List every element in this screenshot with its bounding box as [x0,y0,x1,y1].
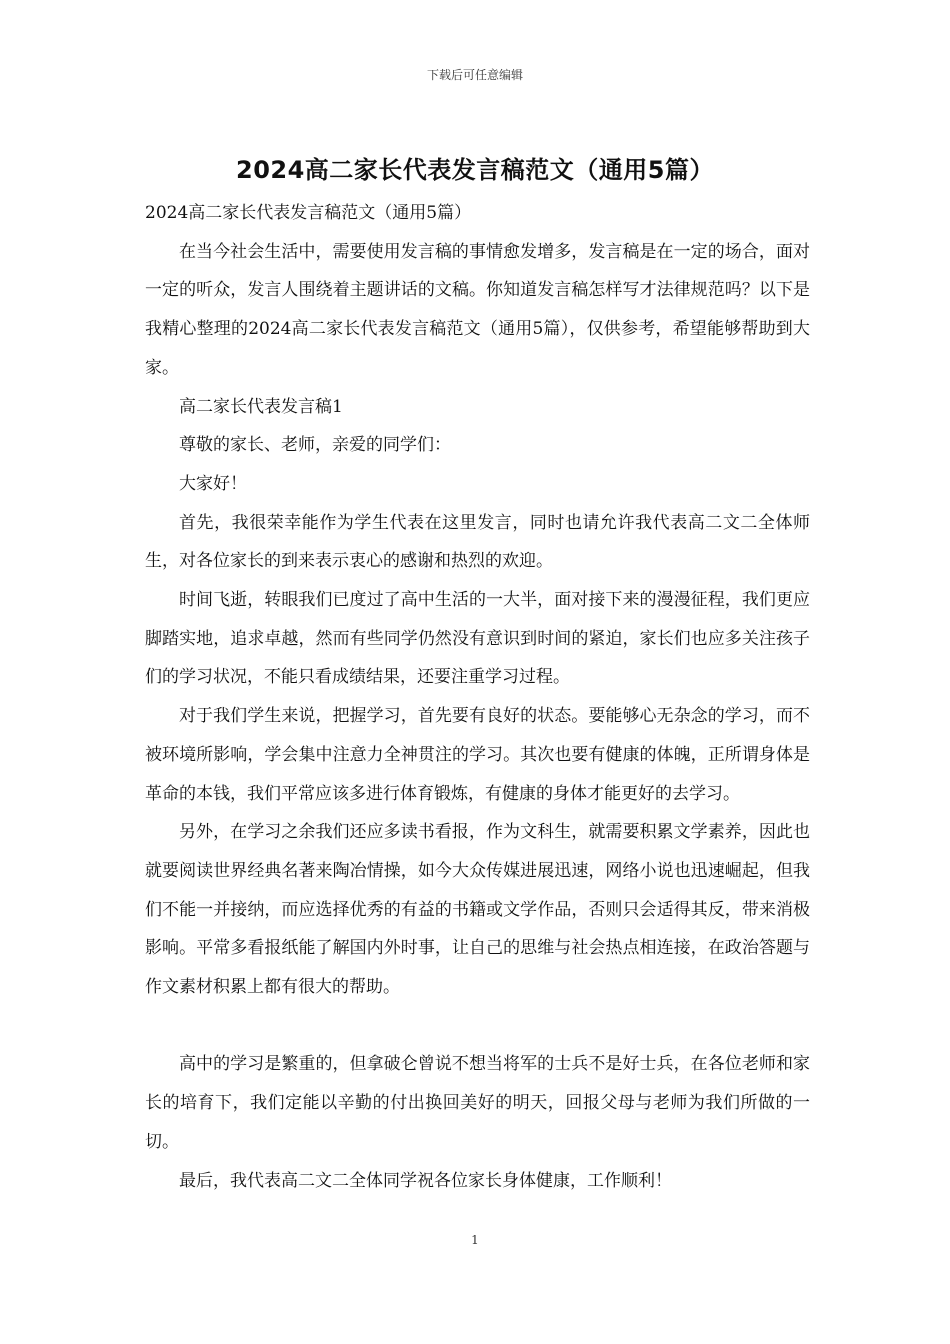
intro-paragraph: 在当今社会生活中，需要使用发言稿的事情愈发增多，发言稿是在一定的场合，面对一定的听众，发言人围绕着主题讲话的文稿。你知道发言稿怎样写才法律规范吗？以下是我精心整理的2024高二家长代表发言稿范文（通用5篇），仅供参考，希望能够帮助到大家。 [145,241,810,378]
body-paragraph: 对于我们学生来说，把握学习，首先要有良好的状态。要能够心无杂念的学习，而不被环境所影响，学会集中注意力全神贯注的学习。其次也要有健康的体魄，正所谓身体是革命的本钱，我们平常应该多进行体育锻炼，有健康的身体才能更好的去学习。 [145,706,810,804]
body-paragraph: 另外，在学习之余我们还应多读书看报，作为文科生，就需要积累文学素养，因此也就要阅读世界经典名著来陶冶情操，如今大众传媒进展迅速，网络小说也迅速崛起，但我们不能一并接纳，而应选择优秀的有益的书籍或文学作品，否则只会适得其反，带来消极影响。平常多看报纸能了解国内外时事，让自己的思维与社会热点相连接，在政治答题与作文素材积累上都有很大的帮助。 [145,822,810,998]
document-body [145,194,810,1200]
document-title: 2024高二家长代表发言稿范文（通用5篇） [236,156,714,184]
body-paragraph: 首先，我很荣幸能作为学生代表在这里发言，同时也请允许我代表高二文二全体师生，对各位家长的到来表示衷心的感谢和热烈的欢迎。 [145,512,810,572]
section-heading: 高二家长代表发言稿1 [179,396,343,417]
salutation: 尊敬的家长、老师，亲爱的同学们： [179,435,451,456]
body-paragraph: 高中的学习是繁重的，但拿破仑曾说不想当将军的士兵不是好士兵，在各位老师和家长的培育下，我们定能以辛勤的付出换回美好的明天，回报父母与老师为我们所做的一切。 [145,1054,810,1152]
body-paragraph: 时间飞逝，转眼我们已度过了高中生活的一大半，面对接下来的漫漫征程，我们更应脚踏实地，追求卓越，然而有些同学仍然没有意识到时间的紧迫，家长们也应多关注孩子们的学习状况，不能只看成绩结果，还要注重学习过程。 [145,590,810,688]
page-number: 1 [471,1233,479,1247]
greeting: 大家好！ [179,473,247,494]
closing-paragraph: 最后，我代表高二文二全体同学祝各位家长身体健康，工作顺利！ [179,1170,672,1191]
page-header-note: 下载后可任意编辑 [426,68,523,82]
document-subtitle: 2024高二家长代表发言稿范文（通用5篇） [145,203,472,223]
